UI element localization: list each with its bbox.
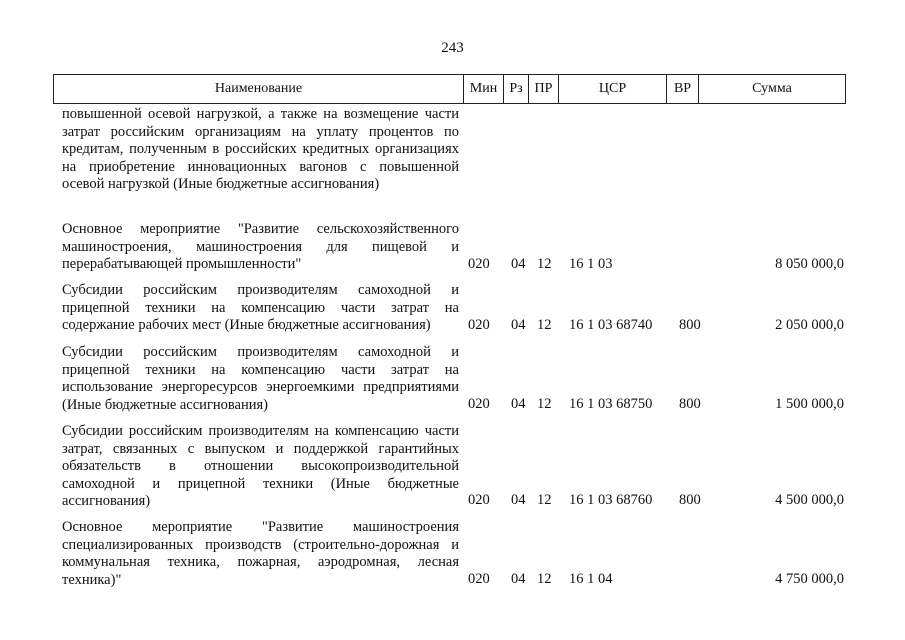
row-rz: 04 bbox=[511, 492, 526, 508]
row-sum: 1 500 000,0 bbox=[775, 396, 844, 412]
row-name: Субсидии российским производителям самоходной и прицепной техники на компенсацию части затрат на использование энергоресурсов энергоемкими предприятиями (Иные бюджетные ассигнования) bbox=[62, 344, 459, 413]
row-rz: 04 bbox=[511, 571, 526, 587]
row-pr: 12 bbox=[537, 396, 552, 412]
row-rz: 04 bbox=[511, 256, 526, 272]
row-pr: 12 bbox=[537, 256, 552, 272]
row-csr: 16 1 03 68760 bbox=[569, 492, 653, 508]
row-min: 020 bbox=[468, 317, 490, 333]
row-rz: 04 bbox=[511, 396, 526, 412]
column-header-name: Наименование bbox=[54, 75, 464, 103]
row-pr: 12 bbox=[537, 492, 552, 508]
row-name: Основное мероприятие "Развитие машиностроения специализированных производств (строительно-дорожная и коммунальная техника, пожарная, аэродромная, лесная техника)" bbox=[62, 519, 459, 588]
column-header-min: Мин bbox=[464, 75, 504, 103]
column-header-rz: Рз bbox=[504, 75, 529, 103]
row-pr: 12 bbox=[537, 317, 552, 333]
row-name: повышенной осевой нагрузкой, а также на возмещение части затрат российским организациям на уплату процентов по кредитам, полученным в российских кредитных организациях на приобретение инновационных вагонов с повышенной осевой нагрузкой (Иные бюджетные ассигнования) bbox=[62, 106, 459, 192]
row-sum: 4 750 000,0 bbox=[775, 571, 844, 587]
row-name: Основное мероприятие "Развитие сельскохозяйственного машиностроения, машиностроения для пищевой и перерабатывающей промышленности" bbox=[62, 221, 459, 272]
column-header-sum: Сумма bbox=[752, 81, 792, 96]
row-sum: 8 050 000,0 bbox=[775, 256, 844, 272]
page-number: 243 bbox=[441, 40, 464, 56]
table-header bbox=[53, 74, 846, 104]
row-name: Субсидии российским производителям самоходной и прицепной техники на компенсацию части затрат на содержание рабочих мест (Иные бюджетные ассигнования) bbox=[62, 282, 459, 333]
row-sum: 4 500 000,0 bbox=[775, 492, 844, 508]
row-pr: 12 bbox=[537, 571, 552, 587]
row-csr: 16 1 04 bbox=[569, 571, 613, 587]
row-csr: 16 1 03 68750 bbox=[569, 396, 653, 412]
row-name: Субсидии российским производителям на компенсацию части затрат, связанных с выпуском и поддержкой гарантийных обязательств в отношении высокопроизводительной самоходной и прицепной техники (Иные бюджетные ассигнования) bbox=[62, 423, 459, 509]
column-header-pr: ПР bbox=[529, 75, 559, 103]
row-vr: 800 bbox=[679, 492, 701, 508]
row-csr: 16 1 03 bbox=[569, 256, 613, 272]
row-min: 020 bbox=[468, 256, 490, 272]
column-header-csr: ЦСР bbox=[559, 75, 667, 103]
row-sum: 2 050 000,0 bbox=[775, 317, 844, 333]
row-min: 020 bbox=[468, 571, 490, 587]
row-min: 020 bbox=[468, 396, 490, 412]
column-header-vr: ВР bbox=[667, 75, 699, 103]
row-csr: 16 1 03 68740 bbox=[569, 317, 653, 333]
row-vr: 800 bbox=[679, 317, 701, 333]
row-rz: 04 bbox=[511, 317, 526, 333]
row-min: 020 bbox=[468, 492, 490, 508]
row-vr: 800 bbox=[679, 396, 701, 412]
